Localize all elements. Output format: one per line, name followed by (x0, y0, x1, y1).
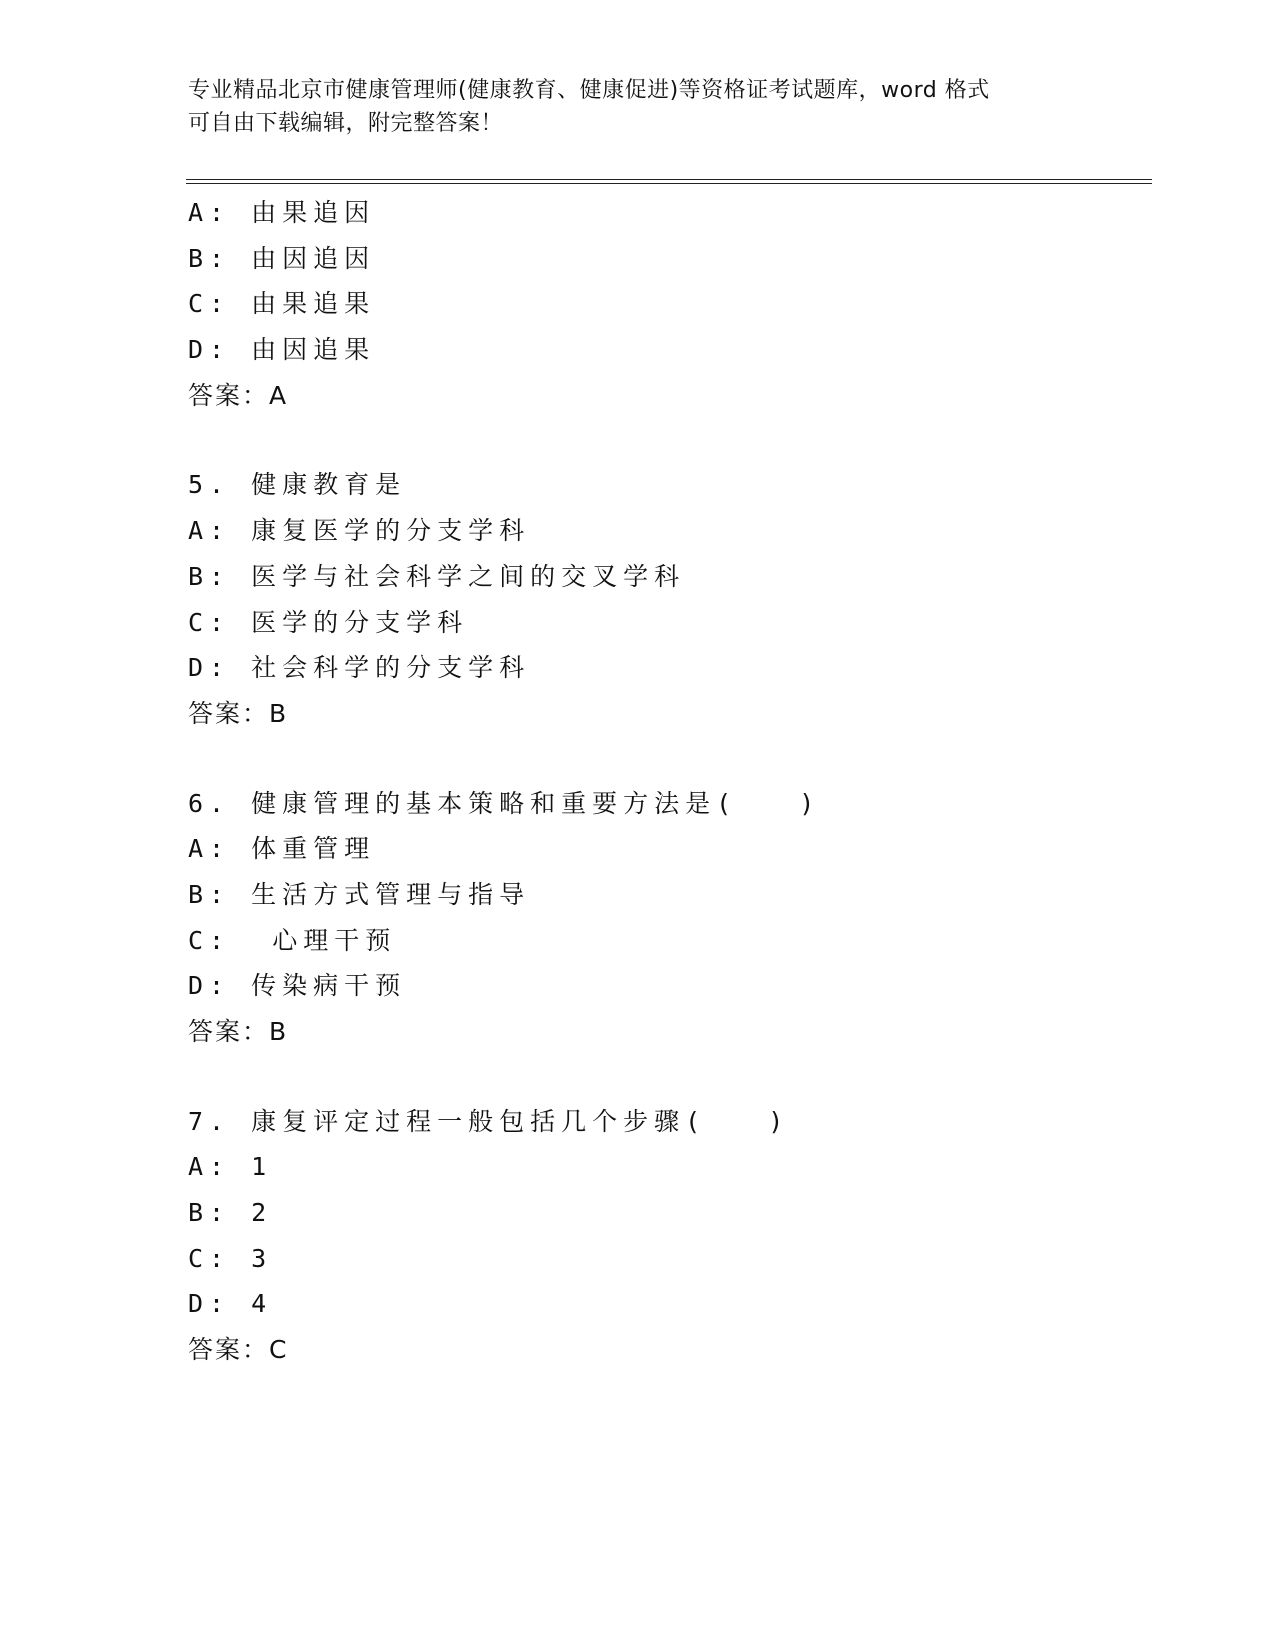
option-a: A: 康复医学的分支学科 (188, 516, 531, 546)
spacer (188, 418, 1148, 462)
document-header (188, 74, 1088, 140)
spacer (188, 1055, 1148, 1099)
option-c: C: 医学的分支学科 (188, 607, 469, 637)
option-b: B: 2 (188, 1198, 273, 1228)
answer: 答案：A (188, 380, 289, 410)
question-stem: 5. 健康教育是 (188, 470, 407, 500)
option-a: A: 1 (188, 1152, 273, 1182)
option-d: D: 社会科学的分支学科 (188, 653, 531, 683)
answer: 答案：B (188, 1017, 289, 1046)
header-divider-bottom (186, 183, 1152, 184)
question-6 (188, 781, 1148, 1055)
option-a: A: 由果追因 (188, 198, 376, 227)
option-d: D: 由因追果 (188, 335, 376, 365)
question-7 (188, 1099, 1148, 1373)
option-b: B: 生活方式管理与指导 (188, 879, 531, 909)
answer: 答案：B (188, 698, 289, 728)
option-c: C: 心理干预 (188, 925, 397, 955)
option-b: B: 由因追因 (188, 243, 376, 273)
answer: 答案：C (188, 1335, 289, 1365)
option-b: B: 医学与社会科学之间的交叉学科 (188, 561, 686, 591)
option-c: C: 由果追果 (188, 289, 376, 319)
header-line-2: 可自由下载编辑，附完整答案！ (188, 111, 504, 136)
question-stem: 7. 康复评定过程一般包括几个步骤( ) (188, 1106, 790, 1136)
option-d: D: 4 (188, 1289, 273, 1319)
header-line-1: 专业精品北京市健康管理师(健康教育、健康促进)等资格证考试题库，word 格式 (188, 78, 990, 103)
question-list (188, 190, 1148, 1373)
option-c: C: 3 (188, 1243, 273, 1273)
option-d: D: 传染病干预 (188, 971, 407, 1001)
question-4 (188, 190, 1148, 418)
header-divider-top (186, 179, 1152, 180)
spacer (188, 737, 1148, 781)
question-5 (188, 462, 1148, 736)
option-a: A: 体重管理 (188, 834, 376, 864)
question-stem: 6. 健康管理的基本策略和重要方法是( ) (188, 788, 821, 818)
